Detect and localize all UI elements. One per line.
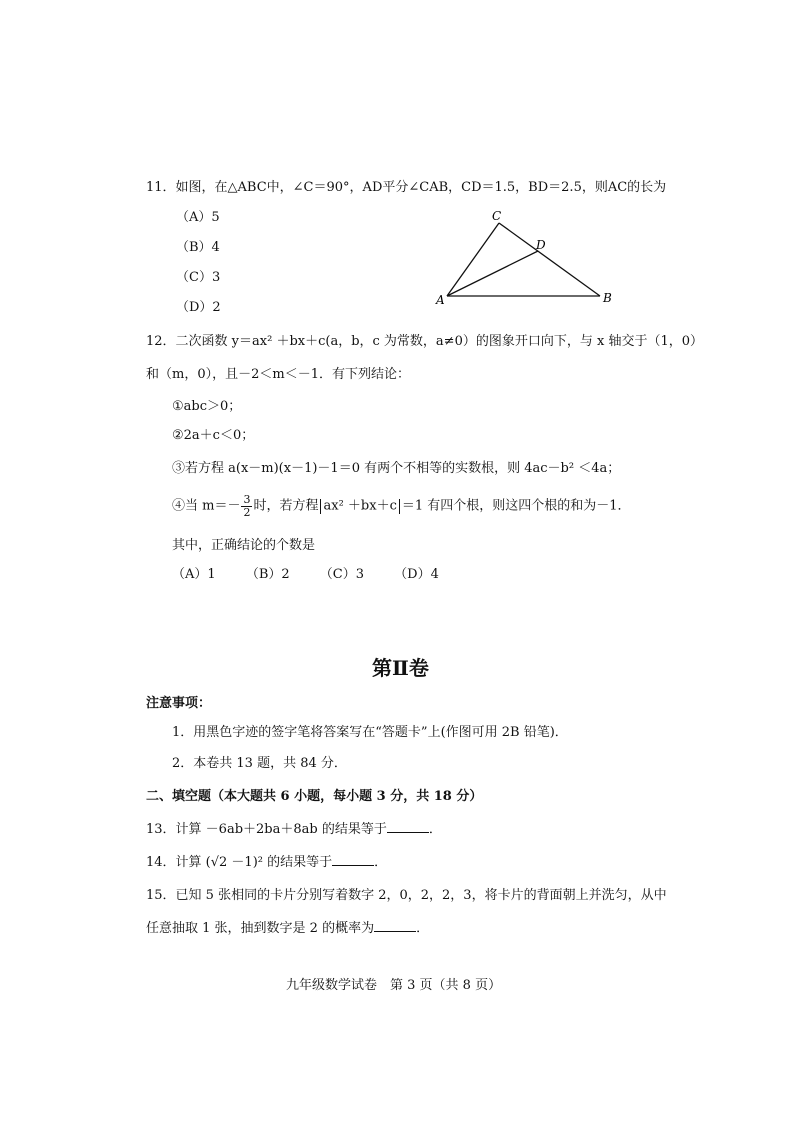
q15-line1: 15．已知 5 张相同的卡片分别写着数字 2，0，2，2，3，将卡片的背面朝上并洗匀，从中 <box>146 888 667 903</box>
abs-bar-right <box>399 499 400 514</box>
q12-c4-mid: 时，若方程 <box>253 498 319 514</box>
q15-line2 <box>146 919 429 937</box>
q14-end: ． <box>374 855 388 870</box>
q12-option-a: （A）1 <box>172 567 216 582</box>
part2-title: 第Ⅱ卷 <box>372 656 429 680</box>
label-b: B <box>603 291 612 305</box>
q13-end: ． <box>428 822 442 837</box>
q14 <box>146 853 387 871</box>
q12-c4-pre: ④当 m＝－ <box>172 498 241 514</box>
note-1: 1．用黑色字迹的签字笔将答案写在“答题卡”上(作图可用 2B 铅笔)． <box>172 725 568 740</box>
q15-end: ． <box>416 921 430 936</box>
label-c: C <box>492 209 502 223</box>
answer-blank[interactable] <box>374 919 416 932</box>
label-a: A <box>436 293 445 307</box>
q12-conclusion-1: ①abc＞0； <box>172 399 242 414</box>
q12-conclusion-4 <box>172 494 631 518</box>
q12-options <box>172 567 439 583</box>
fraction-denominator: 2 <box>243 505 251 519</box>
q11-option-a: （A）5 <box>176 210 220 225</box>
answer-blank[interactable] <box>332 853 374 866</box>
q12-c4-fraction <box>241 494 252 518</box>
notes-title: 注意事项： <box>146 696 212 711</box>
q12-stem-line2: 和（m，0），且－2＜m＜－1．有下列结论： <box>146 367 410 382</box>
triangle-figure <box>430 208 620 308</box>
section-fill-in-blank: 二、填空题（本大题共 6 小题，每小题 3 分，共 18 分） <box>146 789 483 804</box>
q12-conclusion-2: ②2a＋c＜0； <box>172 428 255 443</box>
q11-option-d: （D）2 <box>176 300 221 315</box>
fraction-numerator: 3 <box>243 493 251 506</box>
q12-option-b: （B）2 <box>245 567 290 582</box>
answer-blank[interactable] <box>387 820 429 833</box>
abs-bar-left <box>320 499 321 514</box>
q12-c4-post: ＝1 有四个根，则这四个根的和为－1． <box>401 498 631 514</box>
q12-stem-line1: 12．二次函数 y＝ax² ＋bx＋c(a，b，c 为常数，a≠0）的图象开口向下，与 x 轴交于（1，0） <box>146 334 703 349</box>
q11-option-c: （C）3 <box>176 270 221 285</box>
label-d: D <box>536 238 546 252</box>
q11-stem: 11．如图，在△ABC中，∠C＝90°，AD平分∠CAB，CD＝1.5，BD＝2.5，则AC的长为 <box>146 180 667 195</box>
q13 <box>146 820 442 838</box>
q12-question: 其中，正确结论的个数是 <box>172 538 316 553</box>
note-2: 2．本卷共 13 题，共 84 分． <box>172 756 347 771</box>
q12-c4-abs: ax² ＋bx＋c <box>323 498 397 514</box>
q15-text: 任意抽取 1 张，抽到数字是 2 的概率为 <box>146 921 375 936</box>
q11-option-b: （B）4 <box>176 240 220 255</box>
q12-conclusion-3: ③若方程 a(x－m)(x－1)－1＝0 有两个不相等的实数根，则 4ac－b² ＜4a； <box>172 461 621 476</box>
q12-option-c: （C）3 <box>319 567 364 582</box>
page-footer: 九年级数学试卷 第 3 页（共 8 页） <box>286 978 502 993</box>
q12-option-d: （D）4 <box>394 567 439 582</box>
q13-text: 13．计算 －6ab＋2ba＋8ab 的结果等于 <box>146 822 387 837</box>
q14-text: 14．计算 (√2 －1)² 的结果等于 <box>146 855 333 870</box>
